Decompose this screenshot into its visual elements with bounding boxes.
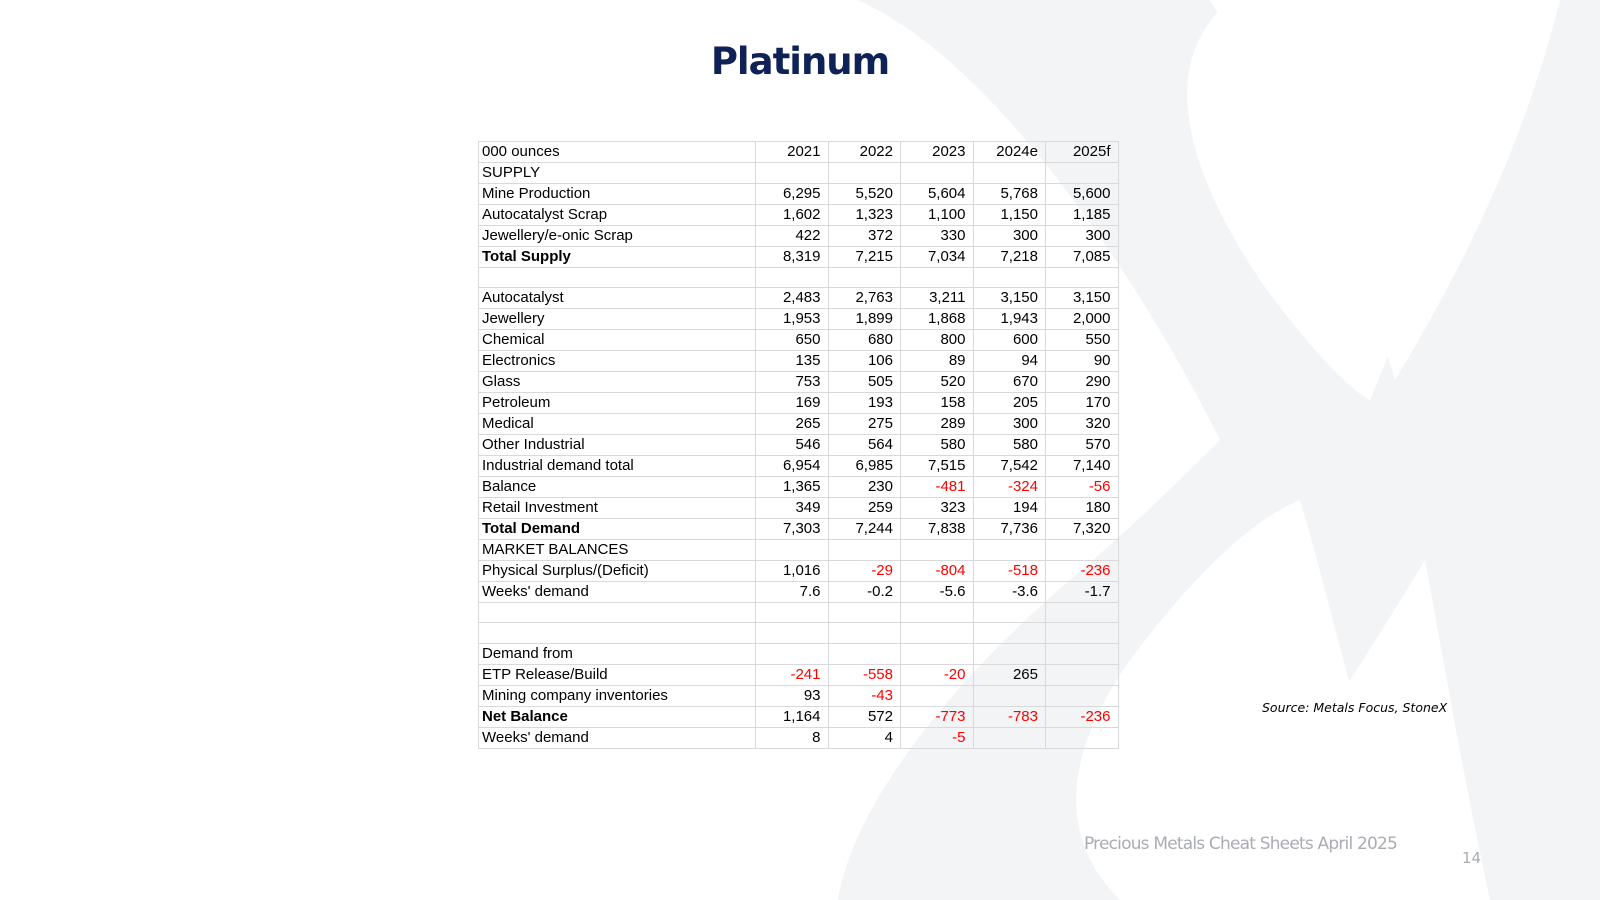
- row-value-2021: 1,953: [756, 309, 829, 330]
- row-value-2022: 572: [828, 706, 901, 727]
- table-row: [479, 519, 1119, 540]
- row-value-2021: 265: [756, 414, 829, 435]
- row-value-2023: 89: [901, 351, 974, 372]
- row-value-2022: 505: [828, 372, 901, 393]
- table-row: [479, 435, 1119, 456]
- table-row: [479, 163, 1119, 184]
- row-value-2025f: -236: [1046, 706, 1119, 727]
- row-value-2021: [756, 623, 829, 643]
- row-value-2021: 1,164: [756, 706, 829, 727]
- row-value-2025f: [1046, 664, 1119, 685]
- row-value-2022: 7,244: [828, 519, 901, 540]
- row-value-2021: 169: [756, 393, 829, 414]
- row-value-2025f: [1046, 727, 1119, 748]
- row-value-2024e: -324: [973, 477, 1046, 498]
- row-label: [479, 268, 756, 288]
- row-value-2025f: [1046, 163, 1119, 184]
- row-value-2023: [901, 268, 974, 288]
- row-label: Weeks' demand: [479, 727, 756, 748]
- header-year-2025f: 2025f: [1046, 142, 1119, 163]
- row-label: Jewellery/e-onic Scrap: [479, 226, 756, 247]
- row-label: Autocatalyst: [479, 288, 756, 309]
- row-value-2024e: 7,218: [973, 247, 1046, 268]
- table-row: [479, 582, 1119, 603]
- row-value-2022: 230: [828, 477, 901, 498]
- row-value-2023: 1,868: [901, 309, 974, 330]
- row-value-2022: 259: [828, 498, 901, 519]
- row-value-2021: [756, 643, 829, 664]
- row-value-2023: -481: [901, 477, 974, 498]
- row-label: Electronics: [479, 351, 756, 372]
- row-label: Balance: [479, 477, 756, 498]
- row-value-2024e: 194: [973, 498, 1046, 519]
- row-value-2021: 2,483: [756, 288, 829, 309]
- row-label: MARKET BALANCES: [479, 540, 756, 561]
- row-value-2021: -241: [756, 664, 829, 685]
- table-row: [479, 706, 1119, 727]
- row-value-2021: [756, 268, 829, 288]
- row-value-2022: [828, 540, 901, 561]
- row-label: Autocatalyst Scrap: [479, 205, 756, 226]
- table-row: [479, 727, 1119, 748]
- table-row: [479, 330, 1119, 351]
- row-value-2024e: [973, 685, 1046, 706]
- row-value-2023: 158: [901, 393, 974, 414]
- row-value-2023: -5: [901, 727, 974, 748]
- row-value-2023: [901, 623, 974, 643]
- row-value-2025f: -56: [1046, 477, 1119, 498]
- header-year-2023: 2023: [901, 142, 974, 163]
- row-label: Chemical: [479, 330, 756, 351]
- table-row: [479, 309, 1119, 330]
- table-row: [479, 685, 1119, 706]
- row-value-2021: 753: [756, 372, 829, 393]
- row-label: Other Industrial: [479, 435, 756, 456]
- row-value-2023: 330: [901, 226, 974, 247]
- row-value-2025f: [1046, 643, 1119, 664]
- table-row: [479, 477, 1119, 498]
- row-label: Retail Investment: [479, 498, 756, 519]
- row-value-2024e: 3,150: [973, 288, 1046, 309]
- table-row: [479, 603, 1119, 623]
- row-label: ETP Release/Build: [479, 664, 756, 685]
- row-label: Net Balance: [479, 706, 756, 727]
- row-value-2024e: 5,768: [973, 184, 1046, 205]
- table-row: [479, 372, 1119, 393]
- row-value-2021: 546: [756, 435, 829, 456]
- row-value-2025f: 550: [1046, 330, 1119, 351]
- row-value-2024e: [973, 163, 1046, 184]
- row-label: [479, 603, 756, 623]
- header-year-2021: 2021: [756, 142, 829, 163]
- row-label: Medical: [479, 414, 756, 435]
- row-value-2024e: 1,943: [973, 309, 1046, 330]
- row-value-2022: 6,985: [828, 456, 901, 477]
- row-value-2024e: 7,736: [973, 519, 1046, 540]
- row-value-2024e: -3.6: [973, 582, 1046, 603]
- row-label: Weeks' demand: [479, 582, 756, 603]
- row-value-2022: 372: [828, 226, 901, 247]
- row-value-2022: 7,215: [828, 247, 901, 268]
- row-value-2022: 1,323: [828, 205, 901, 226]
- row-value-2021: 7.6: [756, 582, 829, 603]
- row-value-2022: [828, 163, 901, 184]
- row-value-2025f: 5,600: [1046, 184, 1119, 205]
- row-value-2024e: [973, 643, 1046, 664]
- row-value-2025f: [1046, 623, 1119, 643]
- row-value-2023: -20: [901, 664, 974, 685]
- row-value-2025f: 300: [1046, 226, 1119, 247]
- row-value-2023: 3,211: [901, 288, 974, 309]
- row-value-2024e: 94: [973, 351, 1046, 372]
- row-value-2022: [828, 268, 901, 288]
- row-value-2021: [756, 540, 829, 561]
- table-row: [479, 623, 1119, 643]
- row-value-2023: [901, 603, 974, 623]
- row-value-2021: 349: [756, 498, 829, 519]
- table-row: [479, 184, 1119, 205]
- row-label: Glass: [479, 372, 756, 393]
- row-label: Total Demand: [479, 519, 756, 540]
- table-row: [479, 414, 1119, 435]
- row-value-2025f: 7,085: [1046, 247, 1119, 268]
- row-value-2024e: 600: [973, 330, 1046, 351]
- row-value-2023: 7,515: [901, 456, 974, 477]
- row-value-2024e: [973, 540, 1046, 561]
- row-value-2024e: -783: [973, 706, 1046, 727]
- footer-text: Precious Metals Cheat Sheets April 2025: [1084, 834, 1398, 854]
- row-value-2024e: -518: [973, 561, 1046, 582]
- row-value-2023: 1,100: [901, 205, 974, 226]
- row-value-2023: [901, 163, 974, 184]
- row-value-2025f: -1.7: [1046, 582, 1119, 603]
- row-value-2023: -5.6: [901, 582, 974, 603]
- row-value-2023: 289: [901, 414, 974, 435]
- page-title: Platinum: [710, 40, 890, 83]
- row-value-2021: 6,295: [756, 184, 829, 205]
- row-value-2022: -558: [828, 664, 901, 685]
- row-value-2022: 4: [828, 727, 901, 748]
- row-value-2025f: 90: [1046, 351, 1119, 372]
- table-row: [479, 498, 1119, 519]
- row-value-2021: 6,954: [756, 456, 829, 477]
- header-year-2022: 2022: [828, 142, 901, 163]
- row-value-2022: 564: [828, 435, 901, 456]
- row-value-2021: 135: [756, 351, 829, 372]
- row-value-2023: 7,034: [901, 247, 974, 268]
- row-value-2022: 275: [828, 414, 901, 435]
- row-label: [479, 623, 756, 643]
- row-value-2023: -773: [901, 706, 974, 727]
- row-value-2023: 5,604: [901, 184, 974, 205]
- table-row: [479, 247, 1119, 268]
- row-value-2025f: 290: [1046, 372, 1119, 393]
- platinum-balance-table: [478, 141, 1119, 749]
- row-value-2025f: [1046, 540, 1119, 561]
- row-value-2025f: 180: [1046, 498, 1119, 519]
- row-value-2023: 520: [901, 372, 974, 393]
- table-row: [479, 643, 1119, 664]
- row-value-2021: [756, 163, 829, 184]
- row-value-2021: 422: [756, 226, 829, 247]
- row-value-2024e: [973, 268, 1046, 288]
- row-value-2025f: 2,000: [1046, 309, 1119, 330]
- row-value-2023: [901, 685, 974, 706]
- row-value-2024e: [973, 727, 1046, 748]
- page-number: 14: [1462, 849, 1482, 867]
- row-value-2025f: [1046, 685, 1119, 706]
- table-row: [479, 226, 1119, 247]
- row-value-2023: 800: [901, 330, 974, 351]
- row-value-2023: [901, 643, 974, 664]
- header-units-label: 000 ounces: [479, 142, 756, 163]
- row-value-2021: 7,303: [756, 519, 829, 540]
- platinum-balance-table-container: [478, 141, 1119, 749]
- row-label: Total Supply: [479, 247, 756, 268]
- row-value-2022: -0.2: [828, 582, 901, 603]
- row-value-2021: 8: [756, 727, 829, 748]
- row-value-2021: 1,365: [756, 477, 829, 498]
- row-value-2025f: 7,320: [1046, 519, 1119, 540]
- table-body: [479, 142, 1119, 749]
- row-value-2024e: [973, 603, 1046, 623]
- row-value-2025f: 7,140: [1046, 456, 1119, 477]
- row-value-2022: 5,520: [828, 184, 901, 205]
- table-row: [479, 351, 1119, 372]
- row-value-2024e: 300: [973, 414, 1046, 435]
- row-value-2022: 680: [828, 330, 901, 351]
- row-value-2024e: 580: [973, 435, 1046, 456]
- row-value-2022: 1,899: [828, 309, 901, 330]
- header-year-2024e: 2024e: [973, 142, 1046, 163]
- row-value-2025f: 170: [1046, 393, 1119, 414]
- table-row: [479, 456, 1119, 477]
- row-value-2021: 650: [756, 330, 829, 351]
- row-value-2022: [828, 643, 901, 664]
- row-value-2022: -29: [828, 561, 901, 582]
- row-value-2025f: 320: [1046, 414, 1119, 435]
- table-row: [479, 268, 1119, 288]
- row-value-2023: -804: [901, 561, 974, 582]
- row-value-2022: -43: [828, 685, 901, 706]
- row-value-2023: [901, 540, 974, 561]
- table-row: [479, 540, 1119, 561]
- source-note: Source: Metals Focus, StoneX: [1262, 700, 1448, 715]
- row-value-2021: 93: [756, 685, 829, 706]
- row-value-2025f: 1,185: [1046, 205, 1119, 226]
- row-value-2021: 8,319: [756, 247, 829, 268]
- row-value-2025f: [1046, 603, 1119, 623]
- row-value-2022: [828, 603, 901, 623]
- row-value-2024e: 265: [973, 664, 1046, 685]
- row-value-2021: 1,016: [756, 561, 829, 582]
- row-value-2022: [828, 623, 901, 643]
- row-label: Physical Surplus/(Deficit): [479, 561, 756, 582]
- row-value-2025f: 570: [1046, 435, 1119, 456]
- table-row: [479, 561, 1119, 582]
- row-value-2023: 580: [901, 435, 974, 456]
- row-label: Petroleum: [479, 393, 756, 414]
- row-value-2024e: 670: [973, 372, 1046, 393]
- table-row: [479, 205, 1119, 226]
- row-value-2022: 193: [828, 393, 901, 414]
- row-value-2025f: [1046, 268, 1119, 288]
- table-row: [479, 393, 1119, 414]
- row-label: Mine Production: [479, 184, 756, 205]
- row-value-2023: 7,838: [901, 519, 974, 540]
- row-value-2024e: 1,150: [973, 205, 1046, 226]
- row-label: Mining company inventories: [479, 685, 756, 706]
- row-value-2024e: 300: [973, 226, 1046, 247]
- row-value-2021: 1,602: [756, 205, 829, 226]
- row-label: Jewellery: [479, 309, 756, 330]
- row-label: Industrial demand total: [479, 456, 756, 477]
- row-label: Demand from: [479, 643, 756, 664]
- row-value-2022: 106: [828, 351, 901, 372]
- row-value-2025f: 3,150: [1046, 288, 1119, 309]
- row-value-2021: [756, 603, 829, 623]
- row-value-2022: 2,763: [828, 288, 901, 309]
- row-value-2025f: -236: [1046, 561, 1119, 582]
- table-row: [479, 288, 1119, 309]
- row-value-2023: 323: [901, 498, 974, 519]
- table-row: [479, 664, 1119, 685]
- row-value-2024e: 7,542: [973, 456, 1046, 477]
- row-value-2024e: 205: [973, 393, 1046, 414]
- row-value-2024e: [973, 623, 1046, 643]
- row-label: SUPPLY: [479, 163, 756, 184]
- table-header-row: [479, 142, 1119, 163]
